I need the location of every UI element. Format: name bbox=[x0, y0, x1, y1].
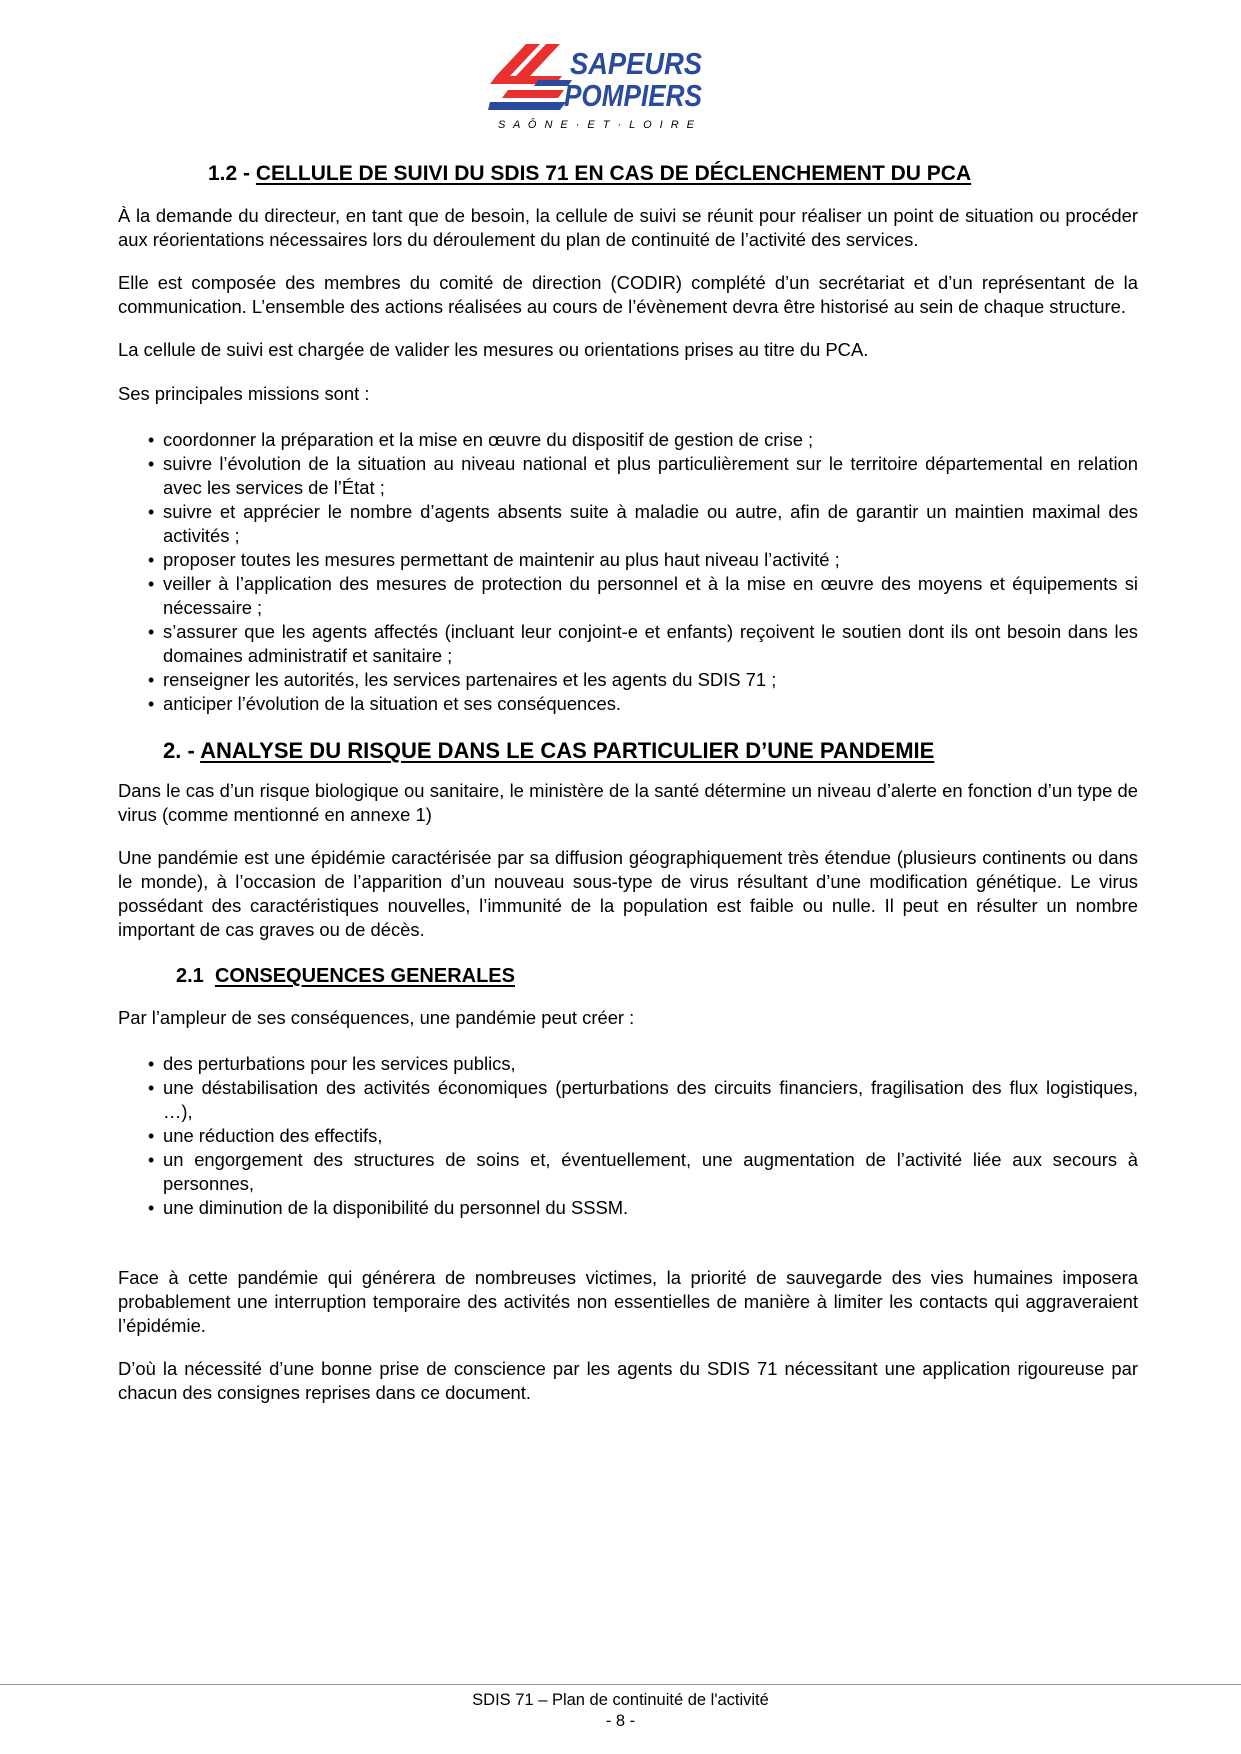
document-body bbox=[118, 160, 1138, 1405]
list-item: • une diminution de la disponibilité du personnel du SSSM. bbox=[118, 1196, 1138, 1220]
list-item: • une déstabilisation des activités économiques (perturbations des circuits financiers, fragilisation des flux logistiques, …), bbox=[118, 1076, 1138, 1124]
paragraph: Elle est composée des membres du comité de direction (CODIR) complété d’un secrétariat et d’un représentant de la communication. L’ensemble des actions réalisées au cours de l’évènement devra être historisé au sein de chaque structure. bbox=[118, 272, 1138, 317]
paragraph: Par l’ampleur de ses conséquences, une pandémie peut créer : bbox=[118, 1007, 635, 1028]
list-item: • anticiper l’évolution de la situation et ses conséquences. bbox=[118, 692, 1138, 716]
logo-line1: SAPEURS bbox=[570, 46, 703, 81]
list-item: • un engorgement des structures de soins et, éventuellement, une augmentation de l’activité liée aux secours à personnes, bbox=[118, 1148, 1138, 1196]
list-item: • proposer toutes les mesures permettant de maintenir au plus haut niveau l’activité ; bbox=[118, 548, 1138, 572]
list-item: • suivre l’évolution de la situation au niveau national et plus particulièrement sur le territoire départemental en relation avec les services de l’État ; bbox=[118, 452, 1138, 500]
list-item: • des perturbations pour les services publics, bbox=[118, 1052, 1138, 1076]
list-item: • s’assurer que les agents affectés (incluant leur conjoint-e et enfants) reçoivent le soutien dont ils ont besoin dans les domaines administratif et sanitaire ; bbox=[118, 620, 1138, 668]
section-heading-2-1 bbox=[176, 962, 1138, 990]
list-item: • coordonner la préparation et la mise en œuvre du dispositif de gestion de crise ; bbox=[118, 428, 1138, 452]
sapeurs-pompiers-logo bbox=[488, 40, 704, 132]
paragraph: Une pandémie est une épidémie caractérisée par sa diffusion géographiquement très étendue (plusieurs continents ou dans le monde), à l’occasion de l’apparition d’un nouveau sous-type de virus résultant d’une modification génétique. Le virus possédant des caractéristiques nouvelles, l’immunité de la population est faible ou nulle. Il peut en résulter un nombre important de cas graves ou de décès. bbox=[118, 847, 1138, 940]
section-title: CONSEQUENCES GENERALES bbox=[214, 965, 515, 987]
paragraph: D’où la nécessité d’une bonne prise de conscience par les agents du SDIS 71 nécessitant une application rigoureuse par chacun des consignes reprises dans ce document. bbox=[118, 1358, 1138, 1403]
footer-divider bbox=[0, 1684, 1241, 1685]
footer-doc-title: SDIS 71 – Plan de continuité de l'activité bbox=[472, 1691, 769, 1709]
section-title: CELLULE DE SUIVI DU SDIS 71 EN CAS DE DÉCLENCHEMENT DU PCA bbox=[255, 162, 972, 185]
section-number: 2.1 bbox=[176, 965, 204, 987]
section-heading-2 bbox=[163, 737, 1138, 765]
logo-line2: POMPIERS bbox=[564, 78, 703, 113]
section-heading-1-2 bbox=[208, 160, 1138, 188]
paragraph: Face à cette pandémie qui générera de nombreuses victimes, la priorité de sauvegarde des vies humaines imposera probablement une interruption temporaire des activités non essentielles de manière à limiter les contacts qui aggraveraient l’épidémie. bbox=[118, 1267, 1138, 1336]
list-item: • veiller à l’application des mesures de protection du personnel et à la mise en œuvre des moyens et équipements si nécessaire ; bbox=[118, 572, 1138, 620]
list-item: • une réduction des effectifs, bbox=[118, 1124, 1138, 1148]
paragraph: À la demande du directeur, en tant que de besoin, la cellule de suivi se réunit pour réaliser un point de situation ou procéder aux réorientations nécessaires lors du déroulement du plan de continuité de l’activité des services. bbox=[118, 205, 1138, 250]
section-number: 1.2 - bbox=[208, 162, 251, 185]
paragraph: La cellule de suivi est chargée de valider les mesures ou orientations prises au titre du PCA. bbox=[118, 339, 869, 360]
missions-list bbox=[118, 428, 1138, 716]
paragraph: Dans le cas d’un risque biologique ou sanitaire, le ministère de la santé détermine un niveau d’alerte en fonction d’un type de virus (comme mentionné en annexe 1) bbox=[118, 780, 1138, 825]
list-item: • suivre et apprécier le nombre d’agents absents suite à maladie ou autre, afin de garantir un maintien maximal des activités ; bbox=[118, 500, 1138, 548]
logo-region: S A Ô N E · E T · L O I R E bbox=[498, 119, 694, 131]
section-title: ANALYSE DU RISQUE DANS LE CAS PARTICULIER D’UNE PANDEMIE bbox=[200, 738, 935, 763]
paragraph: Ses principales missions sont : bbox=[118, 383, 370, 404]
page-number: - 8 - bbox=[605, 1712, 636, 1730]
list-item: • renseigner les autorités, les services partenaires et les agents du SDIS 71 ; bbox=[118, 668, 1138, 692]
section-number: 2. - bbox=[163, 738, 195, 763]
consequences-list bbox=[118, 1052, 1138, 1220]
